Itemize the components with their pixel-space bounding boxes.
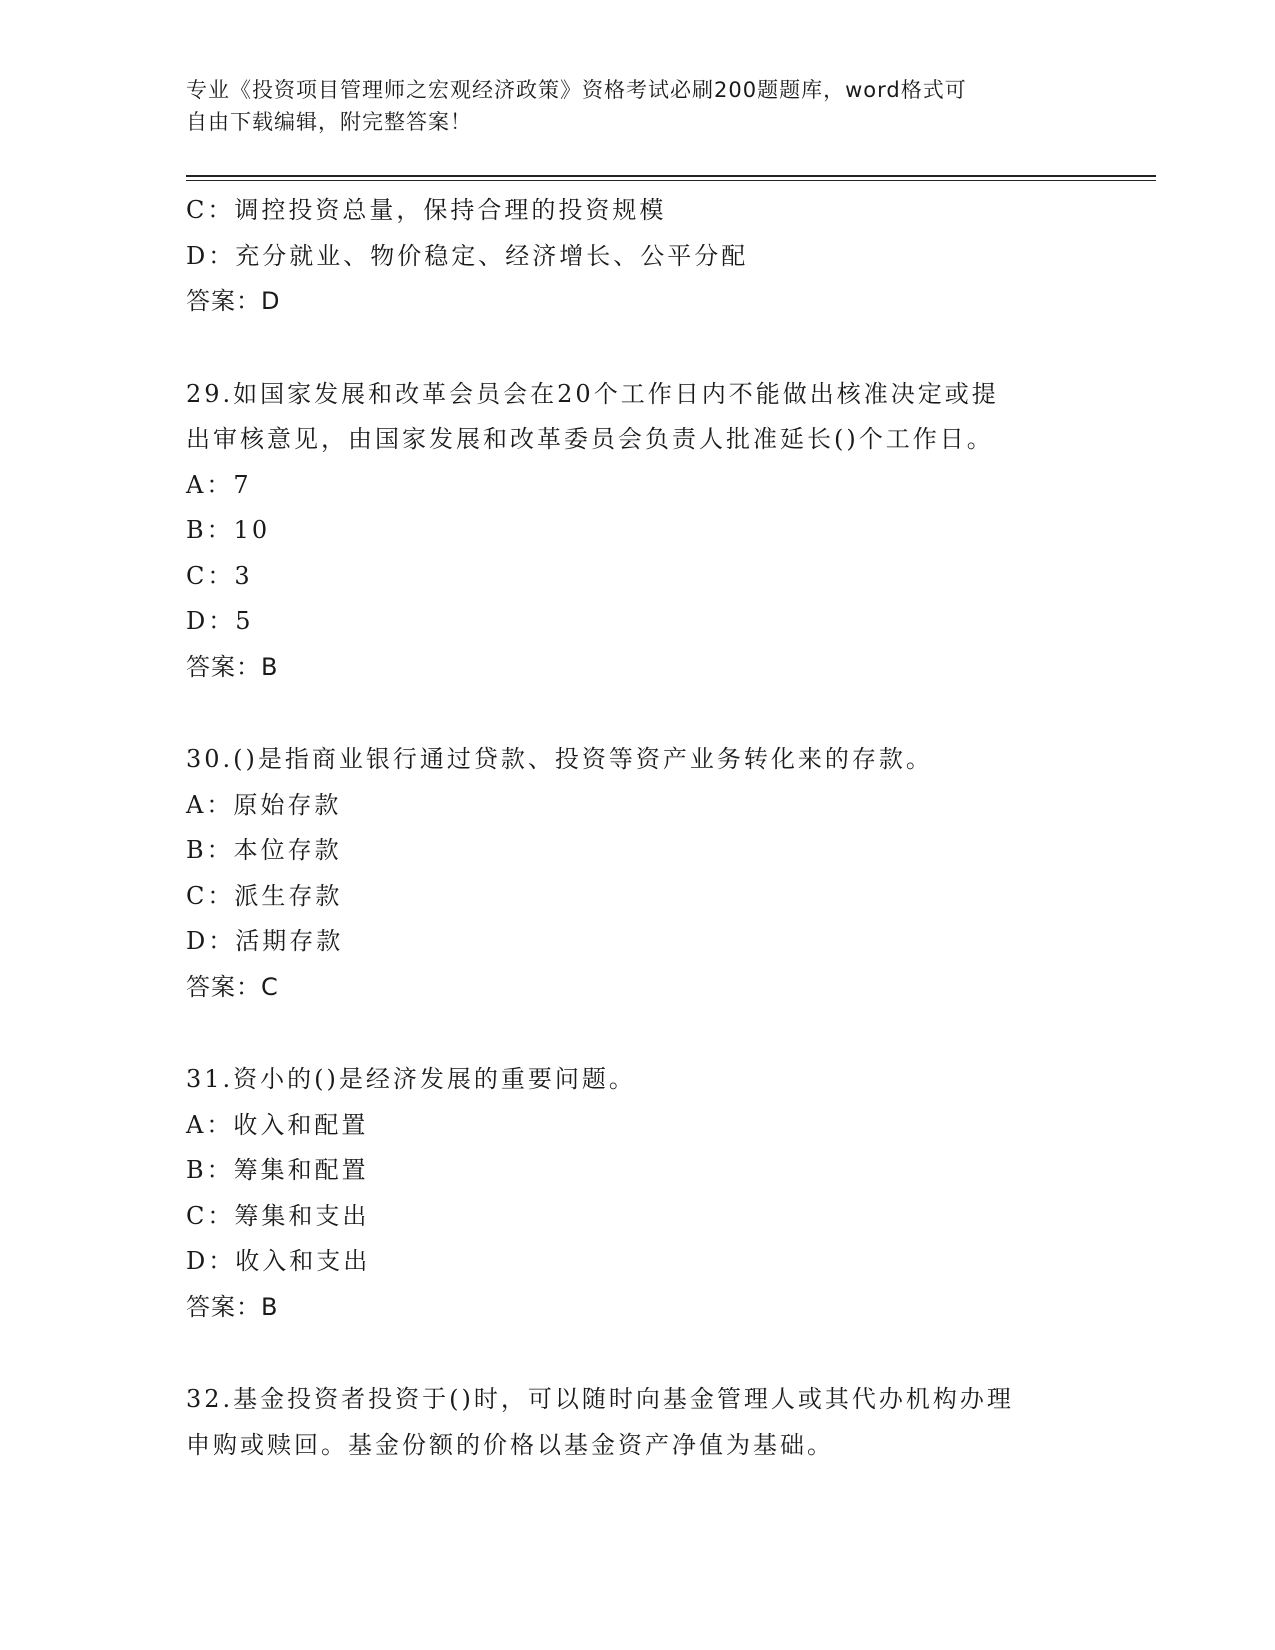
option-label: C： [186,561,235,590]
question-stem-line-1: 29.如国家发展和改革会员会在20个工作日内不能做出核准决定或提 [186,379,999,408]
option-text: 筹集和支出 [234,1201,370,1230]
option-text: 10 [233,516,271,544]
spacer [186,690,1086,737]
spacer [186,325,1086,372]
option-d [186,599,1086,645]
option-text: 收入和配置 [233,1110,369,1139]
option-text: 筹集和配置 [233,1156,369,1184]
question-stem [186,737,1066,783]
spacer [186,1330,1086,1377]
question-stem-line-2: 申购或赎回。基金份额的价格以基金资产净值为基础。 [186,1430,834,1459]
question-stem-line-2: 出审核意见，由国家发展和改革委员会负责人批准延长()个工作日。 [186,425,994,453]
option-text: 派生存款 [234,881,343,910]
option-c [186,554,1086,600]
option-label: D： [186,1247,236,1275]
option-c [186,874,1086,920]
question-29 [186,372,1086,691]
option-label: D： [186,927,236,955]
option-a [186,463,1086,509]
option-d [186,1239,1086,1285]
header-line-1: 专业《投资项目管理师之宏观经济政策》资格考试必刷200题题库，word格式可 [186,78,967,102]
option-text: 充分就业、物价稳定、经济增长、公平分配 [235,241,749,270]
question-stem-line-1: 31.资小的()是经济发展的重要问题。 [186,1065,636,1093]
question-32 [186,1377,1086,1468]
question-stem [186,372,1066,463]
option-label: B： [186,836,234,864]
option-label: C： [186,196,235,224]
document-header [186,74,1076,138]
question-28-continued [186,188,1086,325]
question-stem-line-1: 30.()是指商业银行通过贷款、投资等资产业务转化来的存款。 [186,745,933,773]
option-c [186,1194,1086,1240]
option-text: 收入和支出 [235,1247,371,1275]
option-label: D： [186,607,236,635]
option-label: C： [186,1201,235,1230]
header-line-2: 自由下载编辑，附完整答案！ [186,110,472,134]
answer: 答案：D [186,287,281,315]
option-text: 本位存款 [233,836,342,864]
spacer [186,1010,1086,1057]
option-b [186,1148,1086,1194]
option-b [186,508,1086,554]
option-label: D： [186,241,236,270]
option-label: C： [186,881,235,910]
option-label: A： [186,790,234,819]
option-text: 5 [235,607,254,635]
header-rule [186,175,1156,177]
question-stem [186,1057,1066,1103]
question-stem [186,1377,1066,1468]
option-label: A： [186,1110,234,1139]
question-content [186,188,1086,1468]
option-a [186,1103,1086,1149]
answer: 答案：B [186,652,279,681]
option-d [186,919,1086,965]
option-label: B： [186,1156,234,1184]
option-c [186,188,1086,234]
option-text: 调控投资总量，保持合理的投资规模 [234,196,667,224]
answer: 答案：B [186,1292,279,1321]
option-text: 3 [234,561,253,590]
header-rule-thin [186,180,1156,181]
option-text: 活期存款 [235,927,344,955]
question-stem-line-1: 32.基金投资者投资于()时，可以随时向基金管理人或其代办机构办理 [186,1385,1014,1413]
option-label: B： [186,516,234,544]
option-label: A： [186,470,234,499]
question-30 [186,737,1086,1010]
option-a [186,783,1086,829]
answer: 答案：C [186,972,279,1001]
option-text: 原始存款 [233,790,342,819]
option-text: 7 [233,470,252,499]
option-d [186,234,1086,280]
option-b [186,828,1086,874]
question-31 [186,1057,1086,1330]
